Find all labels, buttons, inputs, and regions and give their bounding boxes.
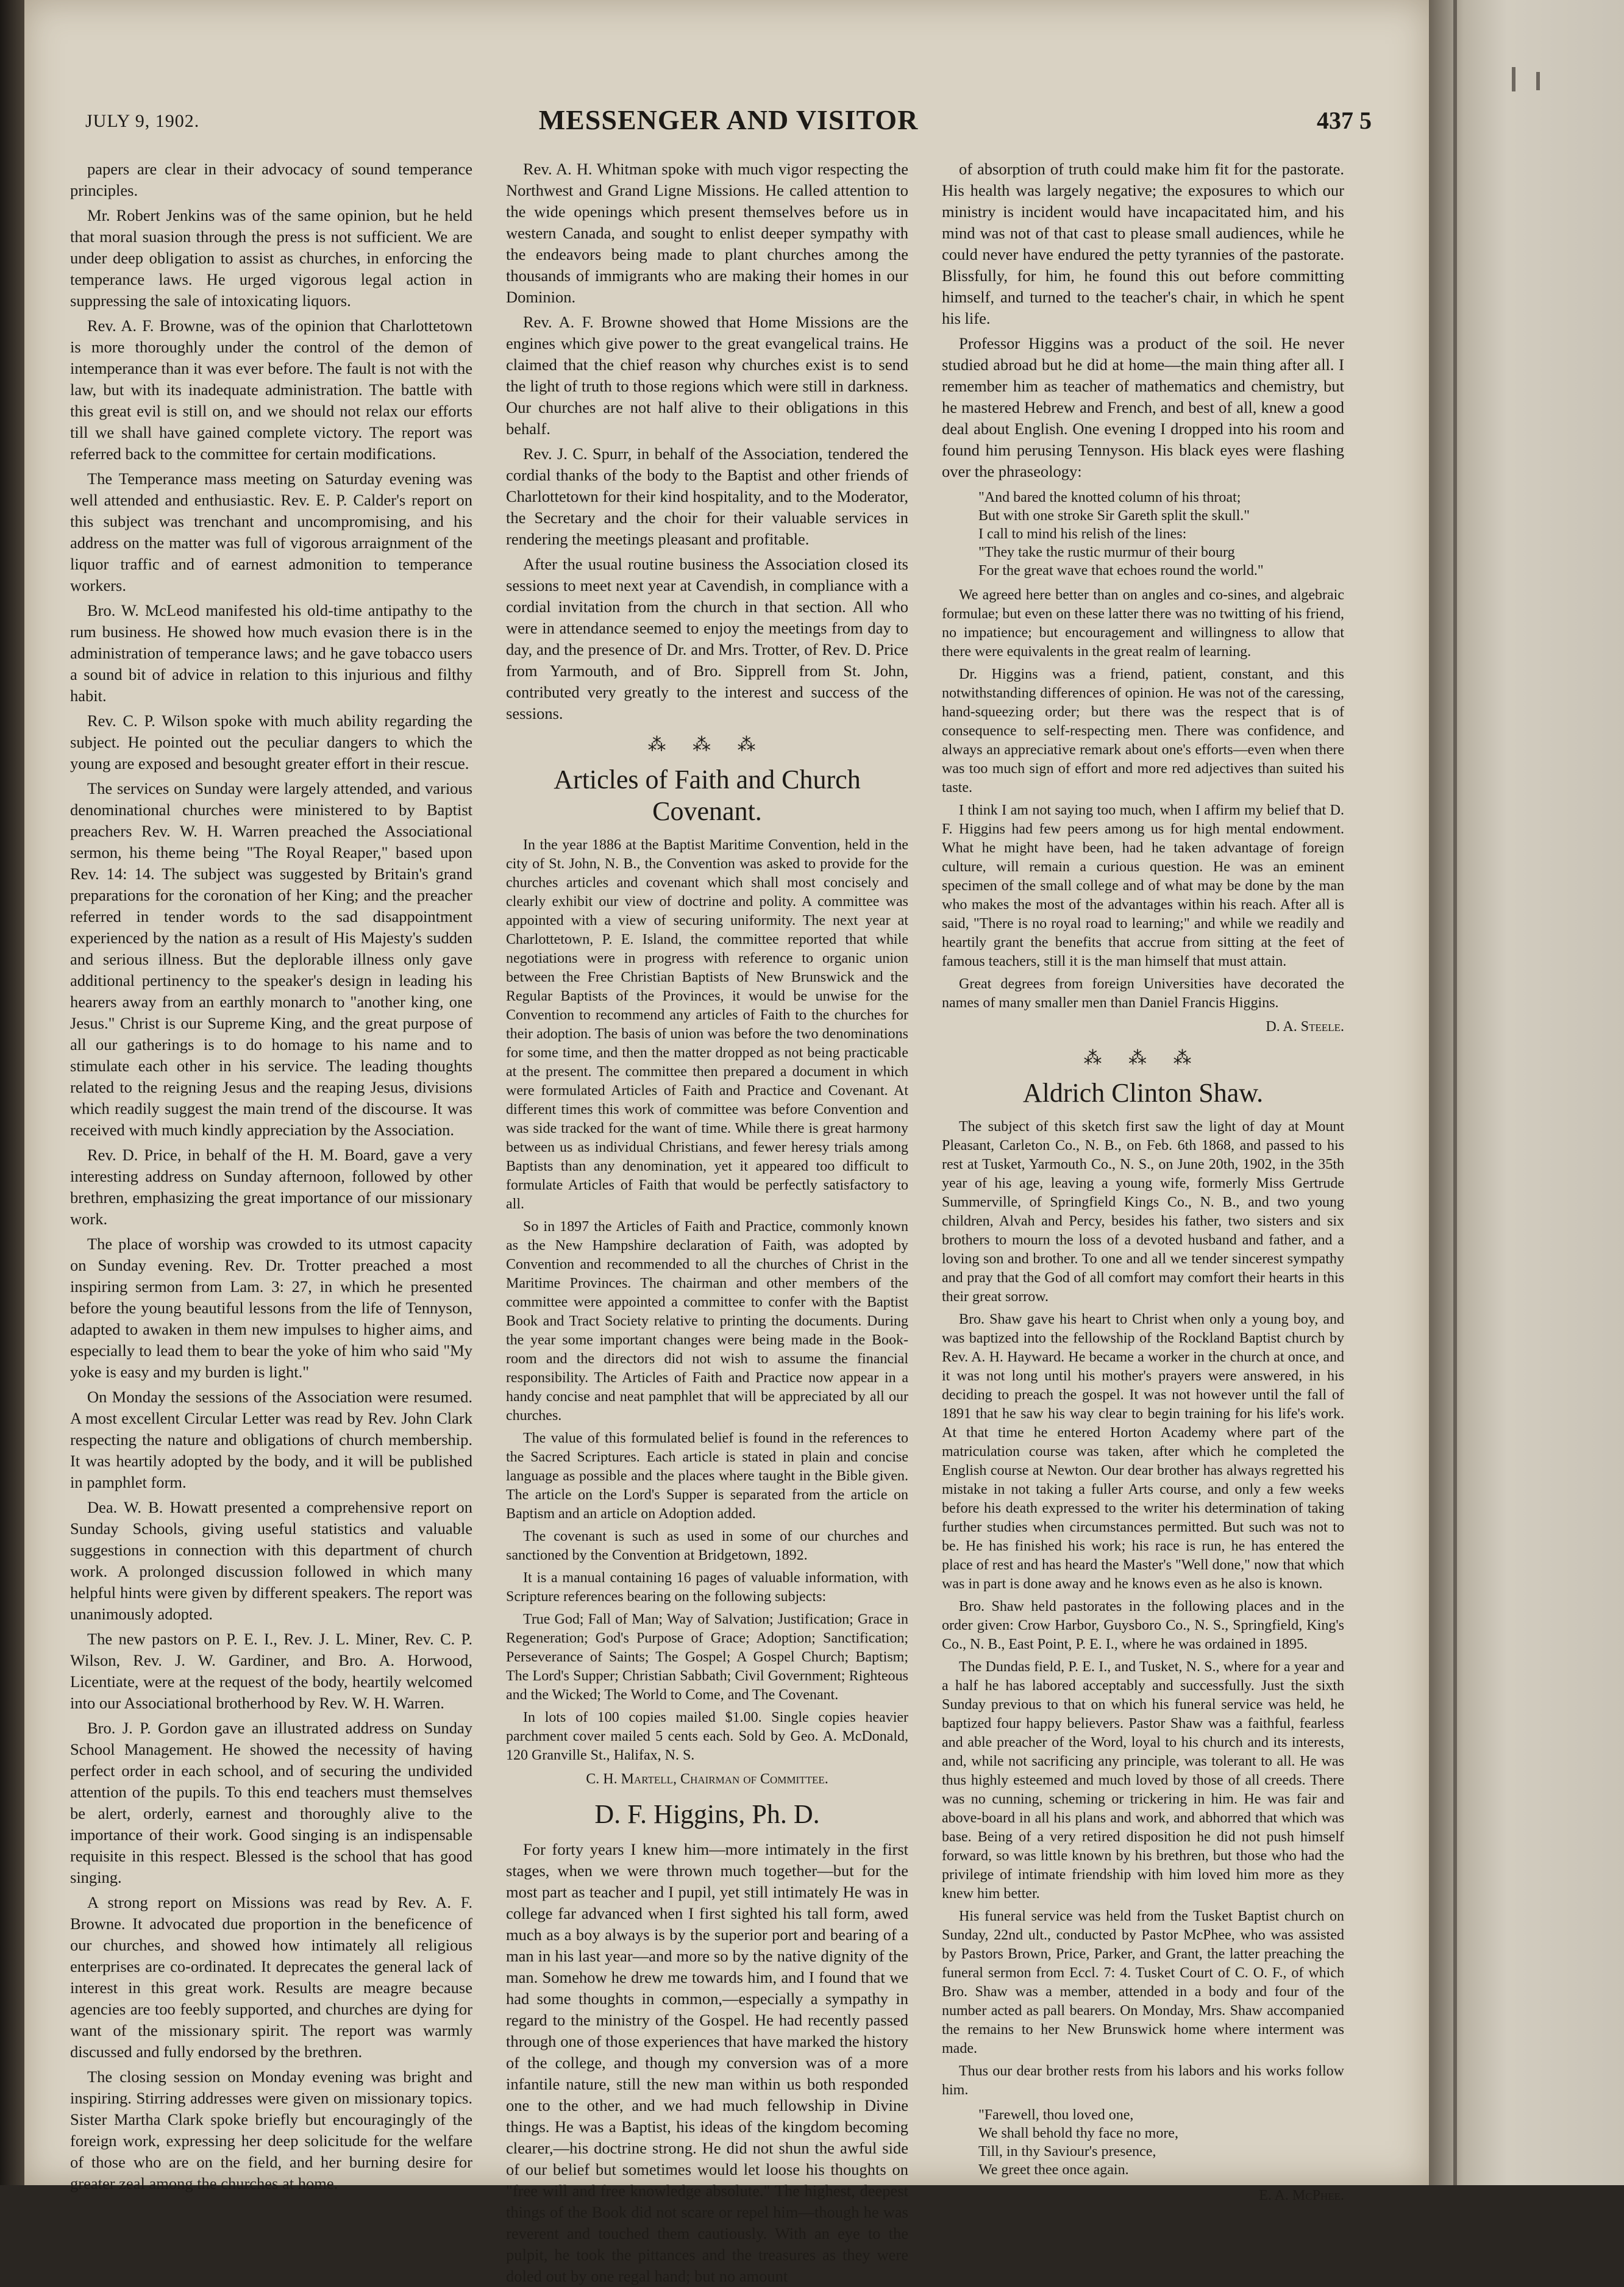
paragraph: Professor Higgins was a product of the soil. He never studied abroad but he did at home—the main thing after all. I remember him as teacher of mathematics and chemistry, but he mastered Hebrew and French, and best of all, knew a good deal about English. One evening I dropped into his room and found him perusing Tennyson. His black eyes were flashing over the phraseology:: [942, 334, 1344, 480]
paragraph: In lots of 100 copies mailed $1.00. Single copies heavier parchment cover mailed 5 cents each. Sold by Geo. A. McDonald, 120 Granville St., Halifax, N. S.: [506, 1710, 908, 1763]
page-number: 437 5: [1317, 107, 1372, 134]
paragraph: Rev. A. F. Browne, was of the opinion that Charlottetown is more thoroughly under the control of the demon of intemperance than it was ever before. The fault is not with the law, but with its inadequate administration. The battle with this great evil is still on, and we should not relax our efforts till we shall have gained complete victory. The report was referred back to the committee for certain modifications.: [70, 316, 472, 463]
paragraph: After the usual routine business the Association closed its sessions to meet next year at Cavendish, in compliance with a cordial invitation from the church in that section. All who were in attendance seemed to enjoy the meetings from day to day, and the presence of Dr. and Mrs. Trotter, of Rev. D. Price from Yarmouth, and of Bro. Sipprell from St. John, contributed very greatly to the interest and success of the sessions.: [506, 555, 908, 722]
section-ornament: ⁂ ⁂ ⁂: [647, 735, 767, 755]
verse-line: We shall behold thy face no more,: [978, 2125, 1178, 2141]
paragraph: Rev. A. H. Whitman spoke with much vigor respecting the Northwest and Grand Ligne Missions. He called attention to the wide openings which present themselves before us in western Canada, and sought to enlist deeper sympathy with the endeavors being made to plant churches among the thousands of immigrants who are making their homes in our Dominion.: [506, 160, 908, 306]
paragraph: The services on Sunday were largely attended, and various denominational churches were ministered to by Baptist preachers Rev. W. H. Warren preached the Associational sermon, his theme being "The Royal Reaper," based upon Rev. 14: 14. The subject was suggested by Britain's grand preparations for the coronation of her King; and the preacher referred in tender words to the sad disappointment experienced by the nation as a result of His Majesty's sudden and serious illness. But the deplorable illness only gave additional pertinency to the speaker's design in leading his hearers away from an earthly monarch to "another king, one Jesus." Christ is our Supreme King, and the great purpose of all our gatherings is to do homage to his name and to stimulate each other in his service. The leading thoughts related to the reigning Jesus and the reaping Jesus, divisions which readily suggest the main trend of the discourse. It was received with much kindly appreciation by the Association.: [70, 779, 472, 1139]
page-right-border: [1429, 0, 1624, 2185]
ink-mark: [1536, 72, 1540, 90]
masthead: [85, 102, 1372, 139]
paragraph: The subject of this sketch first saw the light of day at Mount Pleasant, Carleton Co., N. B., on Feb. 6th 1868, and passed to his rest at Tusket, Yarmouth Co., N. S., on June 20th, 1902, in the 35th year of his age, leaving a young wife, formerly Miss Gertrude Summerville, of Springfield Kings Co., N. B., and two young children, Alvah and Percy, besides his father, two sisters and six brothers to mourn the loss of a devoted husband and father, and a loving son and brother. To one and all we tender sincerest sympathy and pray that the God of all comfort may comfort their hearts in this their great sorrow.: [942, 1119, 1344, 1305]
paragraph: Bro. Shaw gave his heart to Christ when only a young boy, and was baptized into the fellowship of the Rockland Baptist church by Rev. A. H. Hayward. He became a worker in the church at once, and it was not long until his mother's prayers were answered, in his deciding to preach the gospel. It was not however until the fall of 1891 that he saw his way clear to begin training for his life's work. At that time he entered Horton Academy where part of the matriculation course was taken, after which he completed the English course at Newton. Our dear brother has always regretted his mistake in not taking a fuller Arts course, and only a few weeks before his death expressed to the writer his determination of taking further studies when circumstances permitted. But such was not to be. He has finished his work; his race is run, he has entered the place of rest and has heard the Master's "Well done," now that which was in part is done away and he knows even as he also is known.: [942, 1311, 1344, 1592]
paragraph: On Monday the sessions of the Association were resumed. A most excellent Circular Letter was read by Rev. John Clark respecting the nature and obligations of church membership. It was heartily adopted by the body, and it will be published in pamphlet form.: [70, 1388, 472, 1491]
paragraph: Rev. A. F. Browne showed that Home Missions are the engines which give power to the great evangelical trains. He claimed that the chief reason why churches exist is to send the light of truth to those regions which were still in darkness. Our churches are not half alive to their obligations in this behalf.: [506, 313, 908, 438]
paragraph: So in 1897 the Articles of Faith and Practice, commonly known as the New Hampshire declaration of Faith, was adopted by Convention and recommended to all the churches of Christ in the Maritime Provinces. The chairman and other members of the committee were appointed a committee to confer with the Baptist Book and Tract Society relative to printing the documents. During the year some important changes were being made in the Book-room and the directors did not wish to assume the financial responsibility. The Articles of Faith and Practice now appear in a handy concise and neat pamphlet that will be appreciated by all our churches.: [506, 1219, 908, 1424]
paragraph: Dea. W. B. Howatt presented a comprehensive report on Sunday Schools, giving useful statistics and valuable suggestions in connection with this department of church work. A prolonged discussion followed in which many helpful hints were given by different speakers. The report was unanimously adopted.: [70, 1498, 472, 1623]
higgins-body: [506, 1839, 908, 2287]
col2-intro: [506, 159, 908, 724]
page-left-edge: [0, 0, 24, 2185]
articles-body: [506, 836, 908, 1765]
shaw-signature: E. A. McPhee.: [1259, 2188, 1344, 2203]
articles-signature: C. H. Martell, Chairman of Committee.: [586, 1771, 828, 1787]
paragraph: For forty years I knew him—more intimately in the first stages, when we were thrown much together—but for the most part as teacher and I pupil, yet still intimately He was in college far advanced when I first sighted his tall form, awed much as a boy always is by the superior port and bearing of a man in his last year—and more so by the native dignity of the man. Somehow he drew me towards him, and I found that we had some thoughts in common,—especially a sympathy in regard to the ministry of the Gospel. He had recently passed through one of those experiences that have marked the history of the college, and though my conversion was of a more infantile nature, still the new man within us both responded one to the other, and we had much fellowship in Divine things. He was a Baptist, his ideas of the kingdom becoming clearer,—his doctrine strong. He did not shun the awful side of our belief but sometimes would let loose his thoughts on "free will and free knowledge absolute." The highest, deepest things of the Book did not scare or repel him—though he was reverent and touched them cautiously. With an eye to the pulpit, he took the pittances and the treasures as they were doled out by one regal hand; but no amount: [506, 1840, 908, 2285]
higgins-continued: [942, 159, 1344, 482]
verse-line: We greet thee once again.: [978, 2162, 1129, 2178]
newspaper-title: MESSENGER AND VISITOR: [538, 104, 919, 135]
paragraph: His funeral service was held from the Tusket Baptist church on Sunday, 22nd ult., conducted by Pastor McPhee, who was assisted by Pastors Brown, Price, Parker, and Grant, the latter preaching the funeral sermon from Eccl. 7: 4. Tusket Court of C. O. F., of which Bro. Shaw was a member, attended in a body and four of the number acted as pall bearers. On Monday, Mrs. Shaw accompanied the remains to her New Brunswick home where interment was made.: [942, 1908, 1344, 2057]
paragraph: In the year 1886 at the Baptist Maritime Convention, held in the city of St. John, N. B., the Convention was asked to provide for the churches articles and covenant which shall most concisely and clearly exhibit our view of doctrine and polity. A committee was appointed with a view of securing uniformity. The next year at Charlottetown, P. E. Island, the committee reported that while negotiations were in progress with reference to organic union between the Free Christian Baptists of New Brunswick and the Regular Baptists of the Provinces, it would be unwise for the Convention to recommend any articles of Faith to the churches for their adoption. The basis of union was before the two denominations for some time, and then the matter dropped as not being practicable at the present. The committee then prepared a document in which were formulated Articles of Faith and Practice and Covenant. At different times this work of committee was before Convention and was side tracked for the want of time. While there is great harmony between us as individual Christians, and fewer heresy trials among Baptists than any denomination, yet it appeared too difficult to formulate Articles of Faith that would be perfectly satisfactory to all.: [506, 837, 908, 1212]
paragraph: Dr. Higgins was a friend, patient, constant, and this notwithstanding differences of opinion. He was not of the caressing, hand-squeezing order; but there was the respect that is of consequence to self-respecting men. There was confidence, and always an appreciative remark about one's efforts—even when there was too much sign of effort and more red adjectives than suited his taste.: [942, 666, 1344, 796]
paragraph: Rev. D. Price, in behalf of the H. M. Board, gave a very interesting address on Sunday afternoon, followed by other brethren, emphasizing the great importance of our missionary work.: [70, 1146, 472, 1228]
paragraph: It is a manual containing 16 pages of valuable information, with Scripture references bearing on the following subjects:: [506, 1570, 908, 1605]
paragraph: of absorption of truth could make him fit for the pastorate. His health was largely negative; the exposures to which our ministry is incident would have incapacitated him, and his mind was not of that cast to please small audiences, while he could never have endured the petty tyrannies of the pastorate. Blissfully, for him, he found this out before committing himself, and turned to the teacher's chair, in which he spent his life.: [942, 160, 1344, 327]
articles-heading: Articles of Faith and Church Covenant.: [554, 765, 861, 826]
shaw-body: [942, 1118, 1344, 2100]
paragraph: Bro. J. P. Gordon gave an illustrated address on Sunday School Management. He showed the necessity of having perfect order in each school, and of securing the undivided attention of the pupils. To this end teachers must themselves be alert, orderly, earnest and thoroughly alive to the importance of their work. Good singing is an indispensable requisite in this respect. Blessed is the school that has good singing.: [70, 1719, 472, 1886]
higgins-heading: D. F. Higgins, Ph. D.: [594, 1799, 820, 1829]
paragraph: Bro. Shaw held pastorates in the following places and in the order given: Crow Harbor, Guysboro Co., N. S., Springfield, King's Co., N. B., East Point, P. E. I., where he was ordained in 1895.: [942, 1599, 1344, 1652]
paragraph: The Temperance mass meeting on Saturday evening was well attended and enthusiastic. Rev. E. P. Calder's report on this subject was trenchant and uncompromising, and his address on the matter was full of vigorous arraignment of the liquor traffic and of earnest admonition to temperance workers.: [70, 469, 472, 594]
paragraph: Rev. J. C. Spurr, in behalf of the Association, tendered the cordial thanks of the body to the Baptist and other friends of Charlottetown for their kind hospitality, and to the Moderator, the Secretary and the choir for their valuable services in rendering the meetings pleasant and profitable.: [506, 444, 908, 548]
higgins-continued-2: [942, 586, 1344, 1013]
verse-line: "Farewell, thou loved one,: [978, 2107, 1134, 2123]
verse-line: "And bared the knotted column of his throat;: [978, 490, 1241, 505]
column-2: [506, 159, 908, 2285]
paragraph: Great degrees from foreign Universities have decorated the names of many smaller men than Daniel Francis Higgins.: [942, 976, 1344, 1011]
verse-line: But with one stroke Sir Gareth split the skull.": [978, 508, 1250, 524]
paragraph: A strong report on Missions was read by Rev. A. F. Browne. It advocated due proportion in the beneficence of our churches, and showed how intimately all religious enterprises are co-ordinated. It deprecates the general lack of interest in this great work. Results are meagre because agencies are too feebly supported, and churches are dying for want of the missionary spirit. The report was warmly discussed and fully endorsed by the brethren.: [70, 1893, 472, 2061]
ink-mark: [1512, 67, 1515, 91]
paragraph: Thus our dear brother rests from his labors and his works follow him.: [942, 2063, 1344, 2098]
issue-date: JULY 9, 1902.: [85, 111, 200, 131]
verse-line: Till, in thy Saviour's presence,: [978, 2144, 1156, 2160]
paragraph: The closing session on Monday evening was bright and inspiring. Stirring addresses were given on missionary topics. Sister Martha Clark spoke briefly but encouragingly of the foreign work, expressing her deep solicitude for the welfare of those who are on the field, and her burning desire for greater zeal among the churches at home.: [70, 2068, 472, 2192]
column-1: [70, 159, 472, 2192]
paragraph: The new pastors on P. E. I., Rev. J. L. Miner, Rev. C. P. Wilson, Rev. J. W. Gardiner, and Bro. A. Horwood, Licentiate, were at the request of the body, heartily welcomed into our Associational brotherhood by Rev. W. H. Warren.: [70, 1630, 472, 1712]
verse-line: "They take the rustic murmur of their bourg: [978, 544, 1235, 560]
section-ornament-2: ⁂ ⁂ ⁂: [1083, 1048, 1203, 1068]
farewell-verse: [978, 2106, 1344, 2179]
paragraph: The value of this formulated belief is found in the references to the Sacred Scriptures. Each article is stated in plain and concise language as possible and the places where taught in the Bible given. The article on the Lord's Supper is separated from the article on Baptism and an article on Adoption added.: [506, 1430, 908, 1522]
tennyson-verse: [978, 488, 1344, 580]
paragraph: True God; Fall of Man; Way of Salvation; Justification; Grace in Regeneration; God's Purpose of Grace; Adoption; Sanctification; Perseverance of Saints; The Gospel; A Gospel Church; Baptism; The Lord's Supper; Christian Sabbath; Civil Government; Righteous and the Wicked; The World to Come, and The Covenant.: [506, 1611, 908, 1703]
verse-line: For the great wave that echoes round the world.": [978, 563, 1264, 579]
paragraph: The place of worship was crowded to its utmost capacity on Sunday evening. Rev. Dr. Trotter preached a most inspiring sermon from Lam. 3: 27, in which he presented before the young beautiful lessons from the life of Tennyson, adapted to awaken in them new impulses to higher aims, and especially to lead them to bear the yoke of him who said "My yoke is easy and my burden is light.": [70, 1235, 472, 1381]
shaw-heading: Aldrich Clinton Shaw.: [1022, 1078, 1264, 1108]
paragraph: The Dundas field, P. E. I., and Tusket, N. S., where for a year and a half he has labored acceptably and successfully. Just the sixth Sunday previous to that on which his funeral service was held, he baptized four happy believers. Pastor Shaw was a faithful, fearless and able preacher of the Word, loyal to his church and its interests, and, while not sacrificing any principle, was tolerant to all. He was thus highly esteemed and much loved by those of all creeds. There was no cunning, scheming or trickering in him. He was fair and above-board in all his plans and work, and abhorred that which was base. Being of a very retired disposition he did not push himself forward, so was little known by his brethren, but those who had the privilege of intimate friendship with him loved him more as they knew him better.: [942, 1659, 1344, 1902]
column-3: [942, 159, 1344, 2203]
paragraph: Rev. C. P. Wilson spoke with much ability regarding the subject. He pointed out the peculiar dangers to which the young are exposed and besought greater effort in their rescue.: [70, 712, 472, 772]
paragraph: Mr. Robert Jenkins was of the same opinion, but he held that moral suasion through the press is not sufficient. We are under deep obligation to assist as churches, in enforcing the temperance laws. He urged vigorous legal action in suppressing the sale of intoxicating liquors.: [70, 206, 472, 310]
higgins-signature: D. A. Steele.: [1266, 1019, 1344, 1035]
paragraph: Bro. W. McLeod manifested his old-time antipathy to the rum business. He showed how much evasion there is in the administration of temperance laws; and he gave tobacco users a sound bit of advice in relation to this injurious and filthy habit.: [70, 601, 472, 705]
paragraph: papers are clear in their advocacy of sound temperance principles.: [70, 160, 472, 199]
paragraph: The covenant is such as used in some of our churches and sanctioned by the Convention at Bridgetown, 1892.: [506, 1529, 908, 1563]
verse-line: I call to mind his relish of the lines:: [978, 526, 1187, 542]
paragraph: We agreed here better than on angles and co-sines, and algebraic formulae; but even on these latter there was no twitting of his friend, no impatience; but encouragement and willingness to allow that there were equivalents in the great realm of learning.: [942, 587, 1344, 660]
binding-crease: [1453, 0, 1457, 2185]
paragraph: I think I am not saying too much, when I affirm my belief that D. F. Higgins had few peers among us for high mental endowment. What he might have been, had he taken advantage of foreign culture, will remain a curious question. He was an eminent specimen of the small college and of what may be done by the man who makes the most of the advantages within his reach. After all is said, "There is no royal road to learning;" and while we readily and heartily grant the benefits that accrue from sitting at the feet of famous teachers, still it is the man himself that must attain.: [942, 802, 1344, 969]
